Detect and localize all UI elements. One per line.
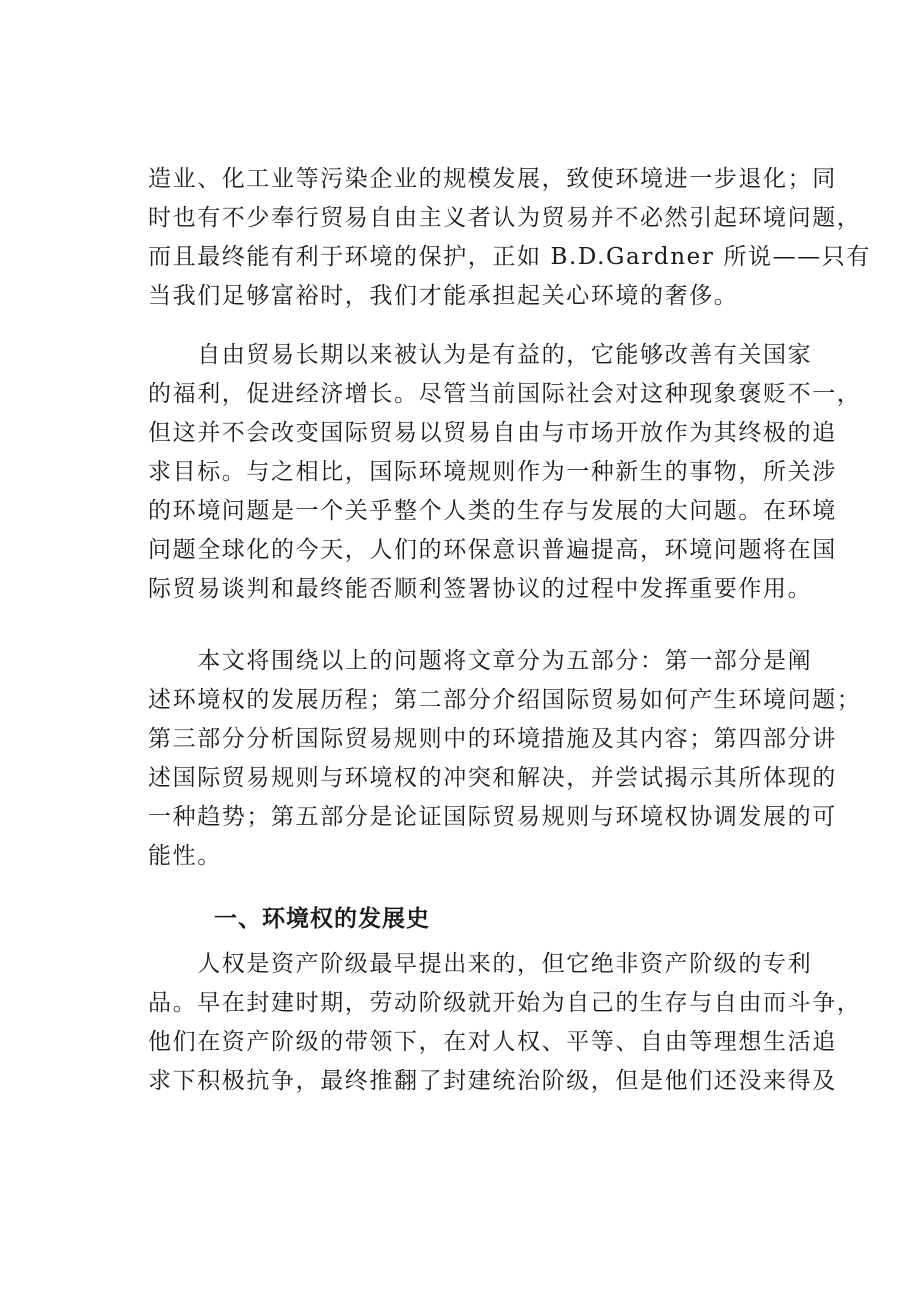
text-line: 但这并不会改变国际贸易以贸易自由与市场开放作为其终极的追 xyxy=(148,420,837,446)
text-line: 问题全球化的今天，人们的环保意识普遍提高，环境问题将在国 xyxy=(148,537,837,563)
text-line: 他们在资产阶级的带领下，在对人权、平等、自由等理想生活追 xyxy=(148,1029,837,1055)
text-line: 求下积极抗争，最终推翻了封建统治阶级，但是他们还没来得及 xyxy=(148,1068,837,1094)
text-line: 当我们足够富裕时，我们才能承担起关心环境的奢侈。 xyxy=(148,283,739,309)
text-line: 本文将围绕以上的问题将文章分为五部分：第一部分是阐 xyxy=(148,648,813,674)
text-line: 第三部分分析国际贸易规则中的环境措施及其内容；第四部分讲 xyxy=(148,726,837,752)
text-line: 述环境权的发展历程；第二部分介绍国际贸易如何产生环境问题； xyxy=(148,687,862,713)
paragraph-4 xyxy=(148,945,862,1101)
text-line: 品。早在封建时期，劳动阶级就开始为自己的生存与自由而斗争， xyxy=(148,990,862,1016)
text-line: 述国际贸易规则与环境权的冲突和解决，并尝试揭示其所体现的 xyxy=(148,765,837,791)
section-heading: 一、环境权的发展史 xyxy=(214,906,430,932)
paragraph-2 xyxy=(148,336,862,609)
text-line: 人权是资产阶级最早提出来的，但它绝非资产阶级的专利 xyxy=(148,951,813,977)
paragraph-1 xyxy=(148,160,871,316)
text-line: 的环境问题是一个关乎整个人类的生存与发展的大问题。在环境 xyxy=(148,498,837,524)
text-line: 一种趋势；第五部分是论证国际贸易规则与环境权协调发展的可 xyxy=(148,804,837,830)
text-line: 造业、化工业等污染企业的规模发展，致使环境进一步退化；同 xyxy=(148,166,837,192)
paragraph-3 xyxy=(148,642,862,876)
text-line: 能性。 xyxy=(148,843,222,869)
text-line: 际贸易谈判和最终能否顺利签署协议的过程中发挥重要作用。 xyxy=(148,576,813,602)
text-line: 自由贸易长期以来被认为是有益的，它能够改善有关国家 xyxy=(148,342,813,368)
text-line: 而且最终能有利于环境的保护，正如 B.D.Gardner 所说——只有 xyxy=(148,244,871,270)
text-line: 时也有不少奉行贸易自由主义者认为贸易并不必然引起环境问题， xyxy=(148,205,862,231)
text-line: 的福利，促进经济增长。尽管当前国际社会对这种现象褒贬不一， xyxy=(148,381,862,407)
text-line: 求目标。与之相比，国际环境规则作为一种新生的事物，所关涉 xyxy=(148,459,837,485)
